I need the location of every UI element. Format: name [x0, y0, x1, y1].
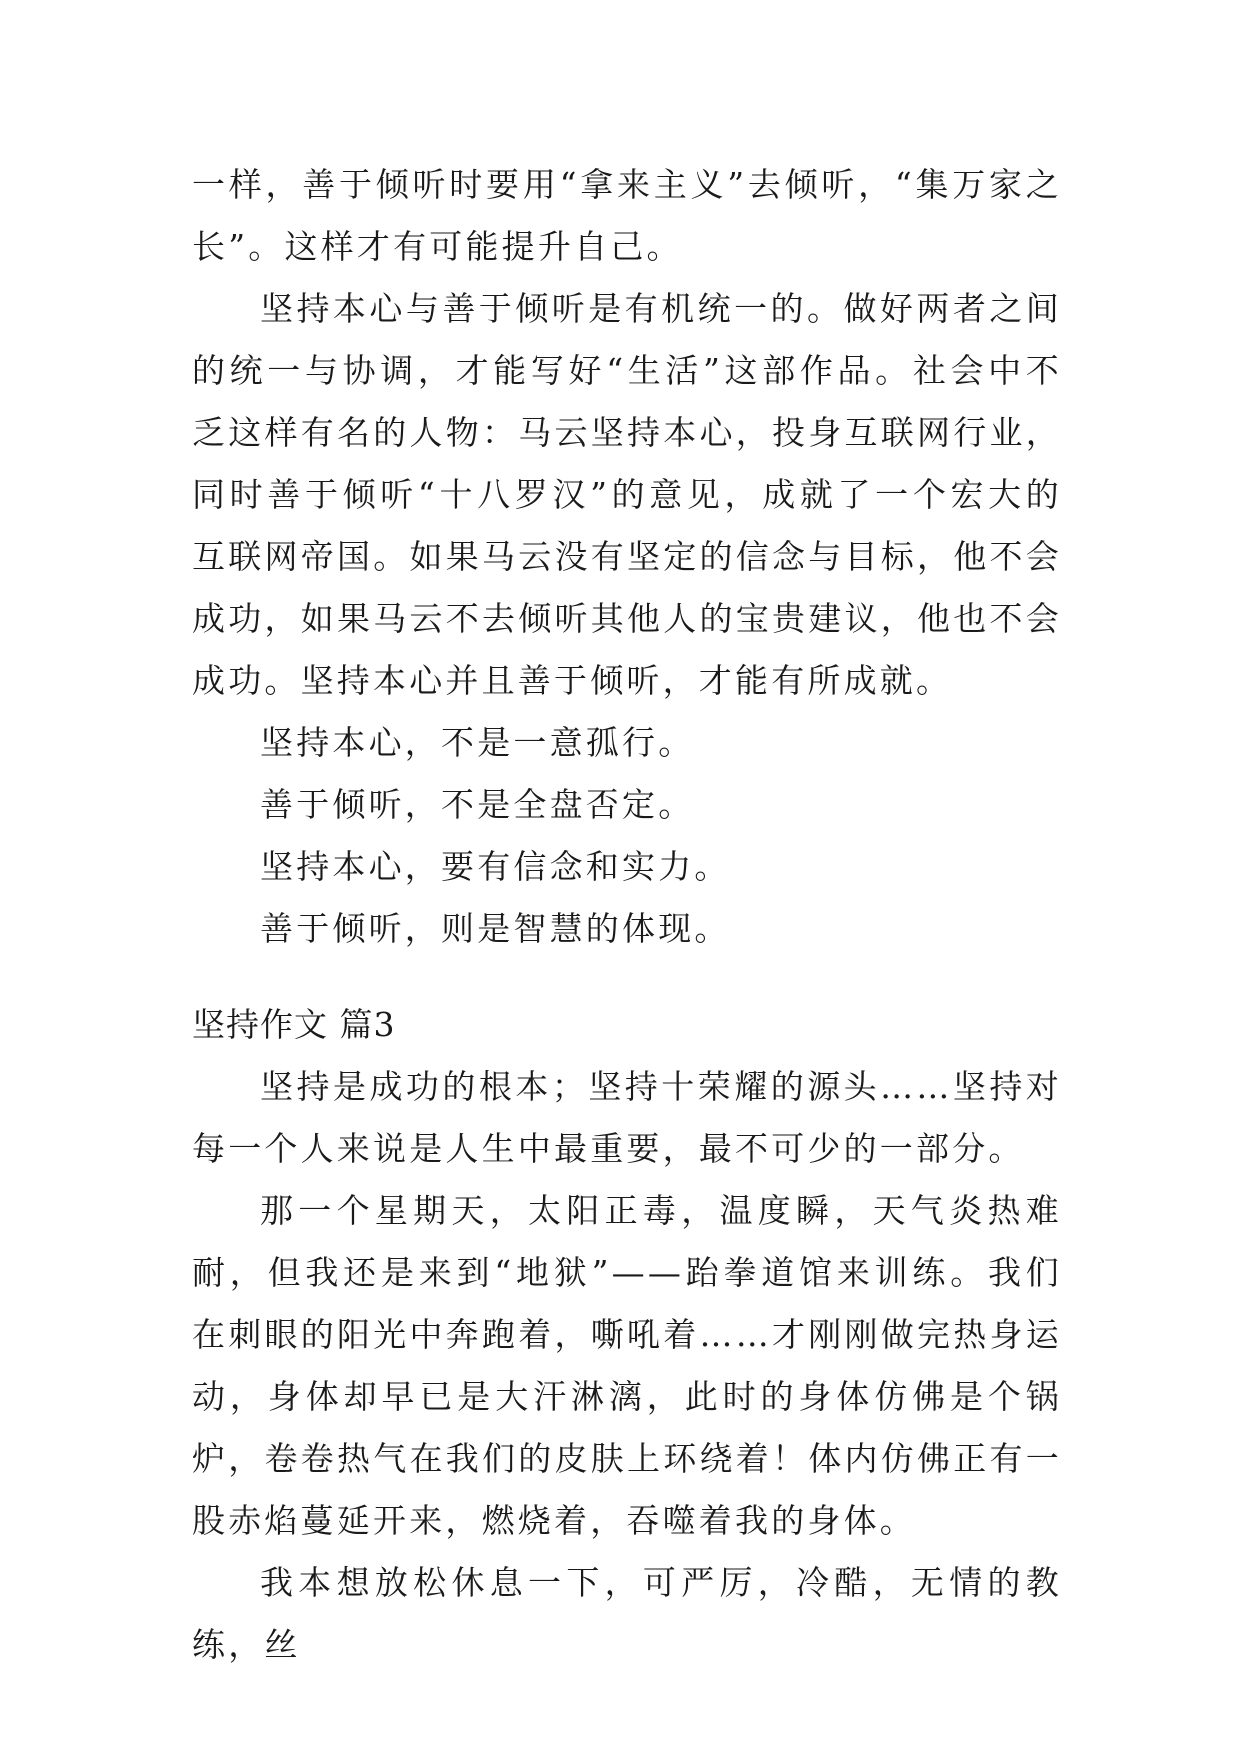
section-heading: 坚持作文 篇3	[192, 1005, 396, 1044]
paragraph-continued: 一样，善于倾听时要用“拿来主义”去倾听，“集万家之长”。这样才有可能提升自己。	[192, 165, 1062, 266]
paragraph-cutoff: 我本想放松休息一下，可严厉，冷酷，无情的教练，丝	[192, 1563, 1062, 1664]
document-body	[192, 154, 1062, 1676]
paragraph-short-3: 坚持本心，要有信念和实力。	[260, 847, 731, 886]
paragraph-story: 那一个星期天，太阳正毒，温度瞬，天气炎热难耐，但我还是来到“地狱”——跆拳道馆来训练。我们在刺眼的阳光中奔跑着，嘶吼着……才刚刚做完热身运动，身体却早已是大汗淋漓，此时的身体仿佛是个锅炉，卷卷热气在我们的皮肤上环绕着！体内仿佛正有一股赤焰蔓延开来，燃烧着，吞噬着我的身体。	[192, 1191, 1062, 1540]
paragraph-unity: 坚持本心与善于倾听是有机统一的。做好两者之间的统一与协调，才能写好“生活”这部作品。社会中不乏这样有名的人物：马云坚持本心，投身互联网行业，同时善于倾听“十八罗汉”的意见，成就了一个宏大的互联网帝国。如果马云没有坚定的信念与目标，他不会成功，如果马云不去倾听其他人的宝贵建议，他也不会成功。坚持本心并且善于倾听，才能有所成就。	[192, 289, 1062, 700]
paragraph-intro: 坚持是成功的根本；坚持十荣耀的源头……坚持对每一个人来说是人生中最重要，最不可少的一部分。	[192, 1067, 1062, 1168]
paragraph-short-4: 善于倾听，则是智慧的体现。	[260, 909, 731, 948]
paragraph-short-1: 坚持本心，不是一意孤行。	[260, 723, 695, 762]
paragraph-short-2: 善于倾听，不是全盘否定。	[260, 785, 695, 824]
